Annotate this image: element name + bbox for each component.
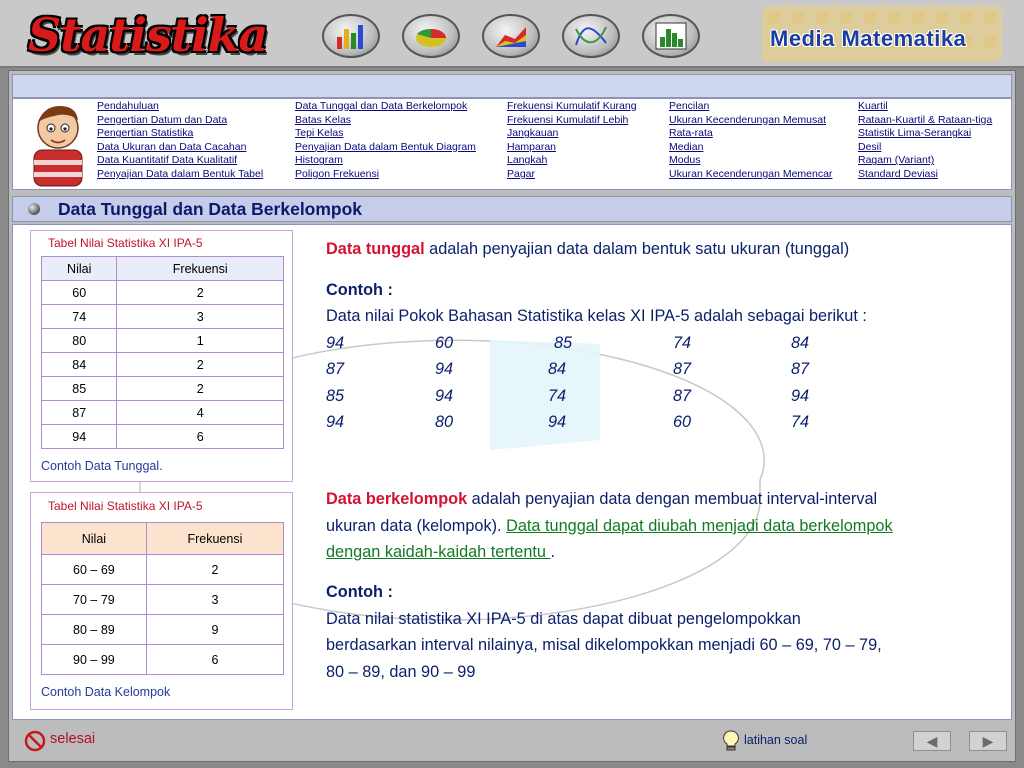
table-row xyxy=(42,329,284,353)
table-cell: 4 xyxy=(117,401,284,425)
table-cell: 80 xyxy=(42,329,117,353)
data-value: 94 xyxy=(326,334,345,352)
nav-column-2 xyxy=(295,100,476,182)
nav-link[interactable]: Data Kuantitatif Data Kualitatif xyxy=(97,154,238,167)
nav-link[interactable]: Pagar xyxy=(507,167,536,180)
nav-link[interactable]: Pendahuluan xyxy=(97,100,159,112)
table-cell: 60 xyxy=(42,281,117,305)
table-cell: 74 xyxy=(42,305,117,329)
table1-caption: Contoh Data Tunggal. xyxy=(41,459,163,473)
nav-link[interactable]: Data Ukuran dan Data Cacahan xyxy=(97,140,247,153)
table-cell: 2 xyxy=(117,281,284,305)
table-cell: 6 xyxy=(146,645,283,675)
latihan-soal-link[interactable]: latihan soal xyxy=(744,733,808,747)
kelompok-end: . xyxy=(550,543,556,561)
table-row xyxy=(42,645,284,675)
table-row xyxy=(42,377,284,401)
table-cell: 3 xyxy=(117,305,284,329)
character-illustration xyxy=(24,100,90,188)
table-cell: 2 xyxy=(146,555,283,585)
contoh1-heading: Contoh : xyxy=(326,281,393,299)
table-row xyxy=(42,281,284,305)
kelompok-link[interactable]: Data tunggal dapat diubah menjadi data berkelompok xyxy=(506,517,893,535)
table-cell: 80 – 89 xyxy=(42,615,147,645)
nav-link[interactable]: Data Tunggal dan Data Berkelompok xyxy=(295,100,468,112)
histogram-icon[interactable] xyxy=(642,14,700,58)
table-cell: 3 xyxy=(146,585,283,615)
nav-link[interactable]: Jangkauan xyxy=(507,127,559,140)
table2-title: Tabel Nilai Statistika XI IPA-5 xyxy=(48,499,203,513)
table-header: Frekuensi xyxy=(146,523,283,555)
table-row xyxy=(42,425,284,449)
footer-bar xyxy=(12,724,1012,758)
data-value: 74 xyxy=(791,413,810,431)
nav-link[interactable]: Tepi Kelas xyxy=(295,127,344,140)
nav-link[interactable]: Pengertian Datum dan Data xyxy=(97,113,228,126)
kelompok-def-text: adalah penyajian data dengan membuat interval-interval xyxy=(467,490,878,508)
nav-link[interactable]: Histogram xyxy=(295,154,343,167)
data-value: 60 xyxy=(673,413,692,431)
kelompok-line-3 xyxy=(326,543,555,562)
table-row xyxy=(42,615,284,645)
nav-link[interactable]: Kuartil xyxy=(858,100,888,112)
data-value: 94 xyxy=(326,413,345,431)
nav-link[interactable]: Desil xyxy=(858,140,882,153)
tunggal-def-text: adalah penyajian data dalam bentuk satu ukuran (tunggal) xyxy=(424,240,850,258)
nav-link[interactable]: Frekuensi Kumulatif Kurang xyxy=(507,100,637,112)
table2-caption: Contoh Data Kelompok xyxy=(41,685,171,699)
table-cell: 2 xyxy=(117,377,284,401)
nav-link[interactable]: Penyajian Data dalam Bentuk Tabel xyxy=(97,167,264,180)
prev-button[interactable] xyxy=(913,731,951,751)
table-cell: 1 xyxy=(117,329,284,353)
data-value: 94 xyxy=(548,413,567,431)
curve-chart-icon[interactable] xyxy=(562,14,620,58)
data-value: 85 xyxy=(554,334,573,352)
single-data-table xyxy=(41,256,284,449)
nav-link[interactable]: Standard Deviasi xyxy=(858,167,938,180)
table-header: Nilai xyxy=(42,257,117,281)
nav-column-3 xyxy=(507,100,637,182)
nav-link[interactable]: Ukuran Kecenderungan Memusat xyxy=(669,113,827,126)
nav-link[interactable]: Frekuensi Kumulatif Lebih xyxy=(507,113,629,126)
nav-link[interactable]: Langkah xyxy=(507,154,548,167)
kelompok-line-2 xyxy=(326,517,893,536)
app-logo: Statistika xyxy=(28,8,268,62)
table-cell: 70 – 79 xyxy=(42,585,147,615)
table-cell: 87 xyxy=(42,401,117,425)
nav-link[interactable]: Hamparan xyxy=(507,140,557,153)
contoh2-line-1: Data nilai statistika XI IPA-5 di atas dapat dibuat pengelompokkan xyxy=(326,610,801,628)
data-value: 84 xyxy=(791,334,810,352)
data-value: 84 xyxy=(548,360,567,378)
tunggal-term: Data tunggal xyxy=(326,240,425,258)
data-value: 94 xyxy=(791,387,810,405)
next-arrow-icon: ▶ xyxy=(982,732,994,749)
kelompok-link-2[interactable]: dengan kaidah-kaidah tertentu xyxy=(326,543,551,561)
nav-link[interactable]: Pengertian Statistika xyxy=(97,127,194,140)
kelompok-definition xyxy=(326,490,877,509)
nav-column-1 xyxy=(97,100,263,182)
contoh2-heading: Contoh : xyxy=(326,583,393,601)
data-value: 94 xyxy=(435,387,454,405)
nav-link[interactable]: Pencilan xyxy=(669,100,710,112)
nav-link[interactable]: Median xyxy=(669,140,704,153)
nav-link[interactable]: Statistik Lima-Serangkai xyxy=(858,127,972,140)
data-value: 74 xyxy=(548,387,567,405)
nav-link[interactable]: Batas Kelas xyxy=(295,113,352,126)
nav-column-5 xyxy=(858,100,992,182)
data-value: 87 xyxy=(791,360,810,378)
selesai-link[interactable]: selesai xyxy=(50,731,96,747)
table-cell: 2 xyxy=(117,353,284,377)
data-value: 87 xyxy=(673,360,692,378)
table-cell: 60 – 69 xyxy=(42,555,147,585)
table-cell: 9 xyxy=(146,615,283,645)
kelompok-text: ukuran data (kelompok). xyxy=(326,517,507,535)
nav-link[interactable]: Modus xyxy=(669,154,701,167)
contoh2-line-3: 80 – 89, dan 90 – 99 xyxy=(326,663,476,681)
stop-icon[interactable] xyxy=(24,730,46,752)
nav-link[interactable]: Rataan-Kuartil & Rataan-tiga xyxy=(858,113,993,126)
contoh2-line-2: berdasarkan interval nilainya, misal dikelompokkan menjadi 60 – 69, 70 – 79, xyxy=(326,636,882,654)
next-button[interactable] xyxy=(969,731,1007,751)
nav-link[interactable]: Poligon Frekuensi xyxy=(295,167,380,180)
table-row xyxy=(42,585,284,615)
tunggal-definition xyxy=(326,240,849,259)
table1-title: Tabel Nilai Statistika XI IPA-5 xyxy=(48,236,203,250)
table-row xyxy=(42,555,284,585)
table-header: Nilai xyxy=(42,523,147,555)
table-row xyxy=(42,305,284,329)
data-value: 74 xyxy=(673,334,692,352)
area-chart-icon[interactable] xyxy=(482,14,540,58)
bullet-icon xyxy=(28,203,40,215)
nav-column-4 xyxy=(669,100,832,182)
grouped-data-table xyxy=(41,522,284,675)
table-cell: 6 xyxy=(117,425,284,449)
table-header: Frekuensi xyxy=(117,257,284,281)
data-value: 85 xyxy=(326,387,345,405)
section-title: Data Tunggal dan Data Berkelompok xyxy=(58,199,363,219)
bar-chart-icon[interactable] xyxy=(322,14,380,58)
table-cell: 94 xyxy=(42,425,117,449)
data-value: 60 xyxy=(435,334,454,352)
table-row xyxy=(42,353,284,377)
data-value: 87 xyxy=(673,387,692,405)
top-strip xyxy=(12,74,1012,98)
data-value: 87 xyxy=(326,360,345,378)
brand-title: Media Matematika xyxy=(770,26,967,51)
table-cell: 90 – 99 xyxy=(42,645,147,675)
nav-link[interactable]: Penyajian Data dalam Bentuk Diagram xyxy=(295,140,476,153)
prev-arrow-icon: ◀ xyxy=(926,732,938,749)
kelompok-term: Data berkelompok xyxy=(326,490,468,508)
pie-chart-icon[interactable] xyxy=(402,14,460,58)
nav-link[interactable]: Ukuran Kecenderungan Memencar xyxy=(669,167,833,180)
table-cell: 84 xyxy=(42,353,117,377)
data-value: 94 xyxy=(435,360,454,378)
lightbulb-icon xyxy=(722,730,740,752)
data-value: 80 xyxy=(435,413,454,431)
nav-link[interactable]: Rata-rata xyxy=(669,127,713,140)
contoh1-text: Data nilai Pokok Bahasan Statistika kelas XI IPA-5 adalah sebagai berikut : xyxy=(326,307,867,325)
table-cell: 85 xyxy=(42,377,117,401)
table-row xyxy=(42,401,284,425)
nav-link[interactable]: Ragam (Variant) xyxy=(858,154,935,167)
